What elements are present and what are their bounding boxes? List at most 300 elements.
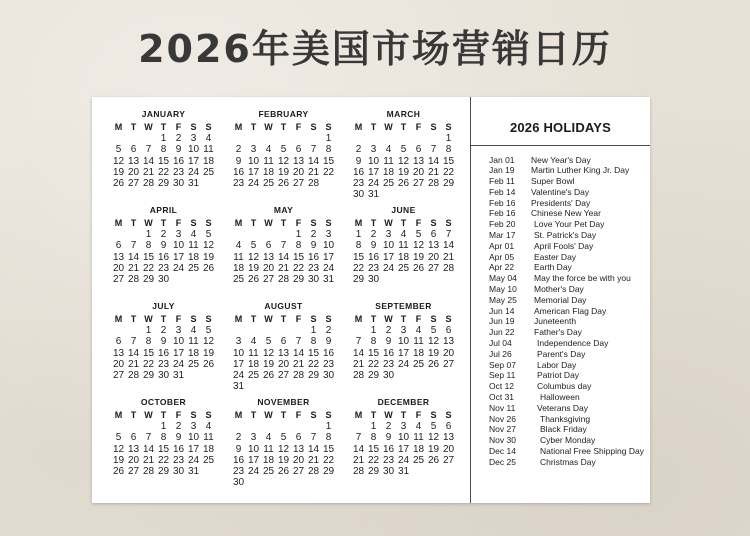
holiday-item [489,262,650,273]
day-cell: 3 [175,229,182,240]
holiday-name: Martin Luther King Jr. Day [531,165,630,176]
holiday-item [489,198,650,209]
holiday-name: Independence Day [537,338,609,349]
day-cell: 4 [205,133,212,144]
day-cell: 14 [307,443,320,455]
day-cell: 23 [382,358,395,370]
day-cell: 24 [247,466,260,478]
day-cell: 16 [172,155,185,167]
weekday-header [111,313,216,325]
day-cell: 16 [232,166,245,178]
day-cell: 25 [202,454,215,466]
holiday-date: Feb 16 [489,197,516,208]
holiday-item [489,381,650,392]
holiday-name: Presidents' Day [531,197,591,208]
day-cell: 14 [277,251,290,263]
day-cell: 27 [262,274,275,286]
day-cell: 2 [160,229,167,240]
empty-day-cell [246,477,261,488]
day-cell: 31 [367,189,380,201]
week-row [111,144,216,155]
day-cell: 9 [370,240,377,252]
week-row [351,167,456,178]
empty-day-cell [321,178,336,189]
day-cell: 5 [430,325,437,336]
weekday-label: S [310,314,317,324]
weekday-label: F [415,218,422,228]
day-cell: 5 [430,421,437,432]
day-cell: 25 [382,178,395,190]
day-cell: 7 [445,229,452,240]
day-cell: 11 [413,432,424,444]
empty-day-cell [111,421,126,432]
day-cell: 9 [235,155,242,167]
day-cell: 17 [187,443,200,455]
day-cell: 18 [202,155,215,167]
day-cell: 22 [322,454,335,466]
day-cell: 23 [382,454,395,466]
month-name: JANUARY [141,109,186,119]
day-cell: 20 [127,166,140,178]
holiday-date: Jan 01 [489,154,515,165]
holiday-item [489,457,650,468]
empty-day-cell [291,421,306,432]
week-row [111,466,216,477]
day-cell: 11 [248,347,259,359]
day-cell: 7 [280,240,287,252]
day-cell: 8 [295,240,302,252]
day-cell: 20 [427,251,440,263]
day-cell: 22 [307,358,320,370]
empty-day-cell [381,274,396,285]
day-cell: 4 [265,432,272,444]
day-cell: 16 [157,251,170,263]
day-cell: 20 [442,347,455,359]
weekday-label: T [280,314,287,324]
calendar-grid [111,107,456,491]
weekday-label: M [354,410,363,420]
day-cell: 14 [142,443,155,455]
day-cell: 6 [115,336,122,348]
day-cell: 30 [172,178,185,190]
holiday-item [489,306,650,317]
empty-day-cell [306,381,321,392]
week-row [111,263,216,274]
weekday-label: W [264,122,273,132]
day-cell: 25 [187,262,200,274]
week-row [351,252,456,263]
empty-day-cell [201,466,216,477]
day-cell: 5 [115,144,122,156]
month-august [231,299,336,395]
day-cell: 1 [145,325,152,336]
empty-day-cell [366,133,381,144]
day-cell: 11 [383,155,394,167]
day-cell: 26 [277,178,290,190]
week-row [351,263,456,274]
empty-day-cell [261,421,276,432]
holiday-date: Feb 20 [489,219,516,230]
weekday-label: M [234,314,243,324]
month-name: JUNE [391,205,416,215]
day-cell: 6 [445,421,452,432]
day-cell: 16 [172,443,185,455]
holiday-date: Apr 05 [489,251,515,262]
month-name: FEBRUARY [258,109,309,119]
holiday-item [489,295,650,306]
day-cell: 6 [295,432,302,444]
holiday-name: Veterans Day [537,402,589,413]
day-cell: 23 [232,466,245,478]
day-cell: 19 [112,166,125,178]
day-cell: 24 [397,358,410,370]
day-cell: 26 [427,358,440,370]
holidays-list [471,146,650,468]
weekday-label: S [445,218,452,228]
day-cell: 22 [142,358,155,370]
day-cell: 29 [157,466,170,478]
day-cell: 24 [232,370,245,382]
day-cell: 21 [427,166,440,178]
day-cell: 2 [385,325,392,336]
empty-day-cell [186,370,201,381]
day-cell: 10 [367,155,380,167]
holiday-item [489,403,650,414]
weekday-label: W [384,122,393,132]
week-row [231,359,336,370]
day-cell: 12 [427,432,440,444]
day-cell: 9 [160,240,167,252]
weekday-header [231,121,336,133]
day-cell: 3 [325,229,332,240]
day-cell: 22 [142,262,155,274]
week-row [231,274,336,285]
month-february [231,107,336,203]
day-cell: 29 [442,178,455,190]
day-cell: 22 [292,262,305,274]
weekday-label: W [384,218,393,228]
day-cell: 16 [307,251,320,263]
day-cell: 14 [427,155,440,167]
day-cell: 12 [277,155,290,167]
day-cell: 21 [307,454,320,466]
weekday-label: W [144,410,153,420]
day-cell: 8 [355,240,362,252]
day-cell: 7 [145,144,152,156]
day-cell: 11 [413,336,424,348]
day-cell: 1 [370,325,377,336]
day-cell: 19 [412,251,425,263]
day-cell: 13 [112,251,125,263]
empty-day-cell [231,229,246,240]
day-cell: 14 [127,347,140,359]
weekday-label: T [250,314,257,324]
weekday-label: T [130,122,137,132]
day-cell: 23 [307,262,320,274]
holidays-panel [470,97,650,503]
week-row [111,455,216,466]
day-cell: 14 [127,251,140,263]
day-cell: 10 [187,432,200,444]
month-name: SEPTEMBER [375,301,432,311]
weekday-label: T [370,314,377,324]
day-cell: 5 [280,432,287,444]
weekday-label: S [445,122,452,132]
weekday-label: T [250,410,257,420]
empty-day-cell [246,325,261,336]
day-cell: 9 [310,240,317,252]
holiday-item [489,165,650,176]
day-cell: 13 [127,155,140,167]
empty-day-cell [411,274,426,285]
day-cell: 22 [322,166,335,178]
day-cell: 3 [235,336,242,348]
week-row [231,466,336,477]
holiday-item [489,349,650,360]
month-name: APRIL [149,205,178,215]
day-cell: 24 [172,358,185,370]
empty-day-cell [396,274,411,285]
empty-day-cell [246,133,261,144]
weekday-label: W [384,410,393,420]
day-cell: 24 [367,178,380,190]
day-cell: 28 [127,370,140,382]
day-cell: 26 [202,358,215,370]
day-cell: 29 [367,370,380,382]
day-cell: 13 [277,347,290,359]
day-cell: 18 [262,454,275,466]
day-cell: 2 [235,144,242,156]
day-cell: 29 [307,370,320,382]
day-cell: 19 [202,251,215,263]
day-cell: 12 [247,251,260,263]
weekday-header [351,217,456,229]
weekday-label: S [325,410,332,420]
empty-day-cell [261,325,276,336]
day-cell: 3 [385,229,392,240]
holiday-name: Memorial Day [534,294,587,305]
day-cell: 31 [322,274,335,286]
weekday-label: F [295,122,302,132]
day-cell: 21 [352,358,365,370]
day-cell: 23 [157,358,170,370]
month-november [231,395,336,491]
holiday-date: Nov 30 [489,435,516,446]
weekday-header [351,313,456,325]
weekday-label: T [400,314,407,324]
day-cell: 13 [442,336,455,348]
day-cell: 5 [205,325,212,336]
month-name: MAY [273,205,294,215]
day-cell: 29 [157,178,170,190]
empty-day-cell [396,189,411,200]
day-cell: 12 [262,347,275,359]
empty-day-cell [246,229,261,240]
weekday-label: S [205,122,212,132]
holiday-date: Jun 22 [489,327,515,338]
day-cell: 12 [202,240,215,252]
day-cell: 2 [310,229,317,240]
week-row [351,144,456,155]
day-cell: 9 [175,144,182,156]
holiday-date: Jul 26 [489,348,512,359]
day-cell: 9 [385,432,392,444]
empty-day-cell [276,477,291,488]
month-september [351,299,456,395]
holiday-name: Labor Day [537,359,577,370]
day-cell: 25 [412,358,425,370]
day-cell: 8 [145,240,152,252]
day-cell: 29 [352,274,365,286]
day-cell: 21 [142,166,155,178]
day-cell: 18 [187,251,200,263]
holiday-name: Black Friday [540,424,587,435]
day-cell: 2 [370,229,377,240]
day-cell: 24 [397,454,410,466]
holiday-date: May 04 [489,273,517,284]
day-cell: 17 [232,358,245,370]
day-cell: 14 [292,347,305,359]
empty-day-cell [276,133,291,144]
day-cell: 15 [157,443,170,455]
day-cell: 20 [112,358,125,370]
empty-day-cell [126,133,141,144]
day-cell: 3 [400,325,407,336]
day-cell: 4 [415,325,422,336]
day-cell: 17 [172,251,185,263]
weekday-label: F [295,218,302,228]
day-cell: 1 [325,133,332,144]
month-july [111,299,216,395]
day-cell: 6 [130,432,137,444]
day-cell: 8 [310,336,317,348]
day-cell: 30 [157,274,170,286]
day-cell: 17 [172,347,185,359]
weekday-label: T [370,218,377,228]
empty-day-cell [186,274,201,285]
day-cell: 16 [352,166,365,178]
weekday-label: T [160,314,167,324]
holiday-name: Christmas Day [540,456,596,467]
day-cell: 22 [367,454,380,466]
calendar-card [92,97,650,503]
day-cell: 1 [310,325,317,336]
day-cell: 5 [205,229,212,240]
weekday-label: W [144,218,153,228]
day-cell: 6 [445,325,452,336]
day-cell: 9 [325,336,332,348]
weekday-label: M [114,410,123,420]
day-cell: 2 [325,325,332,336]
day-cell: 8 [160,432,167,444]
weekday-label: F [175,410,182,420]
day-cell: 19 [247,262,260,274]
day-cell: 10 [247,155,260,167]
day-cell: 6 [265,240,272,252]
holiday-date: Dec 25 [489,456,516,467]
day-cell: 7 [130,336,137,348]
weekday-label: S [205,218,212,228]
day-cell: 5 [250,240,257,252]
day-cell: 22 [442,166,455,178]
day-cell: 30 [232,477,245,489]
day-cell: 11 [398,240,409,252]
day-cell: 21 [292,358,305,370]
day-cell: 17 [247,166,260,178]
day-cell: 16 [382,347,395,359]
weekday-label: M [234,218,243,228]
weekday-label: W [384,314,393,324]
week-row [351,370,456,381]
month-may [231,203,336,299]
day-cell: 24 [172,262,185,274]
weekday-label: T [370,410,377,420]
day-cell: 11 [188,240,199,252]
empty-day-cell [306,477,321,488]
empty-day-cell [111,325,126,336]
empty-day-cell [261,477,276,488]
holiday-item [489,424,650,435]
weekday-label: W [264,314,273,324]
day-cell: 27 [292,178,305,190]
day-cell: 29 [142,274,155,286]
weekday-label: M [114,122,123,132]
holiday-item [489,435,650,446]
month-april [111,203,216,299]
day-cell: 12 [277,443,290,455]
week-row [231,133,336,144]
week-row [351,274,456,285]
empty-day-cell [306,421,321,432]
empty-day-cell [351,133,366,144]
empty-day-cell [411,133,426,144]
weekday-label: M [234,122,243,132]
holiday-date: Jan 19 [489,165,515,176]
day-cell: 19 [427,347,440,359]
week-row [351,421,456,432]
day-cell: 3 [190,421,197,432]
day-cell: 4 [235,240,242,252]
week-row [231,252,336,263]
week-row [351,240,456,251]
day-cell: 18 [247,358,260,370]
weekday-label: F [175,122,182,132]
empty-day-cell [126,421,141,432]
day-cell: 3 [400,421,407,432]
empty-day-cell [351,325,366,336]
empty-day-cell [411,466,426,477]
day-cell: 20 [277,358,290,370]
month-name: DECEMBER [377,397,430,407]
weekday-label: M [354,218,363,228]
empty-day-cell [291,477,306,488]
day-cell: 31 [187,178,200,190]
day-cell: 9 [235,443,242,455]
week-row [111,444,216,455]
day-cell: 25 [232,274,245,286]
day-cell: 17 [397,443,410,455]
day-cell: 1 [325,421,332,432]
day-cell: 28 [142,178,155,190]
day-cell: 31 [397,466,410,478]
week-row [351,455,456,466]
weekday-label: S [325,218,332,228]
day-cell: 24 [187,454,200,466]
holiday-item [489,327,650,338]
day-cell: 20 [262,262,275,274]
day-cell: 21 [352,454,365,466]
day-cell: 10 [322,240,335,252]
